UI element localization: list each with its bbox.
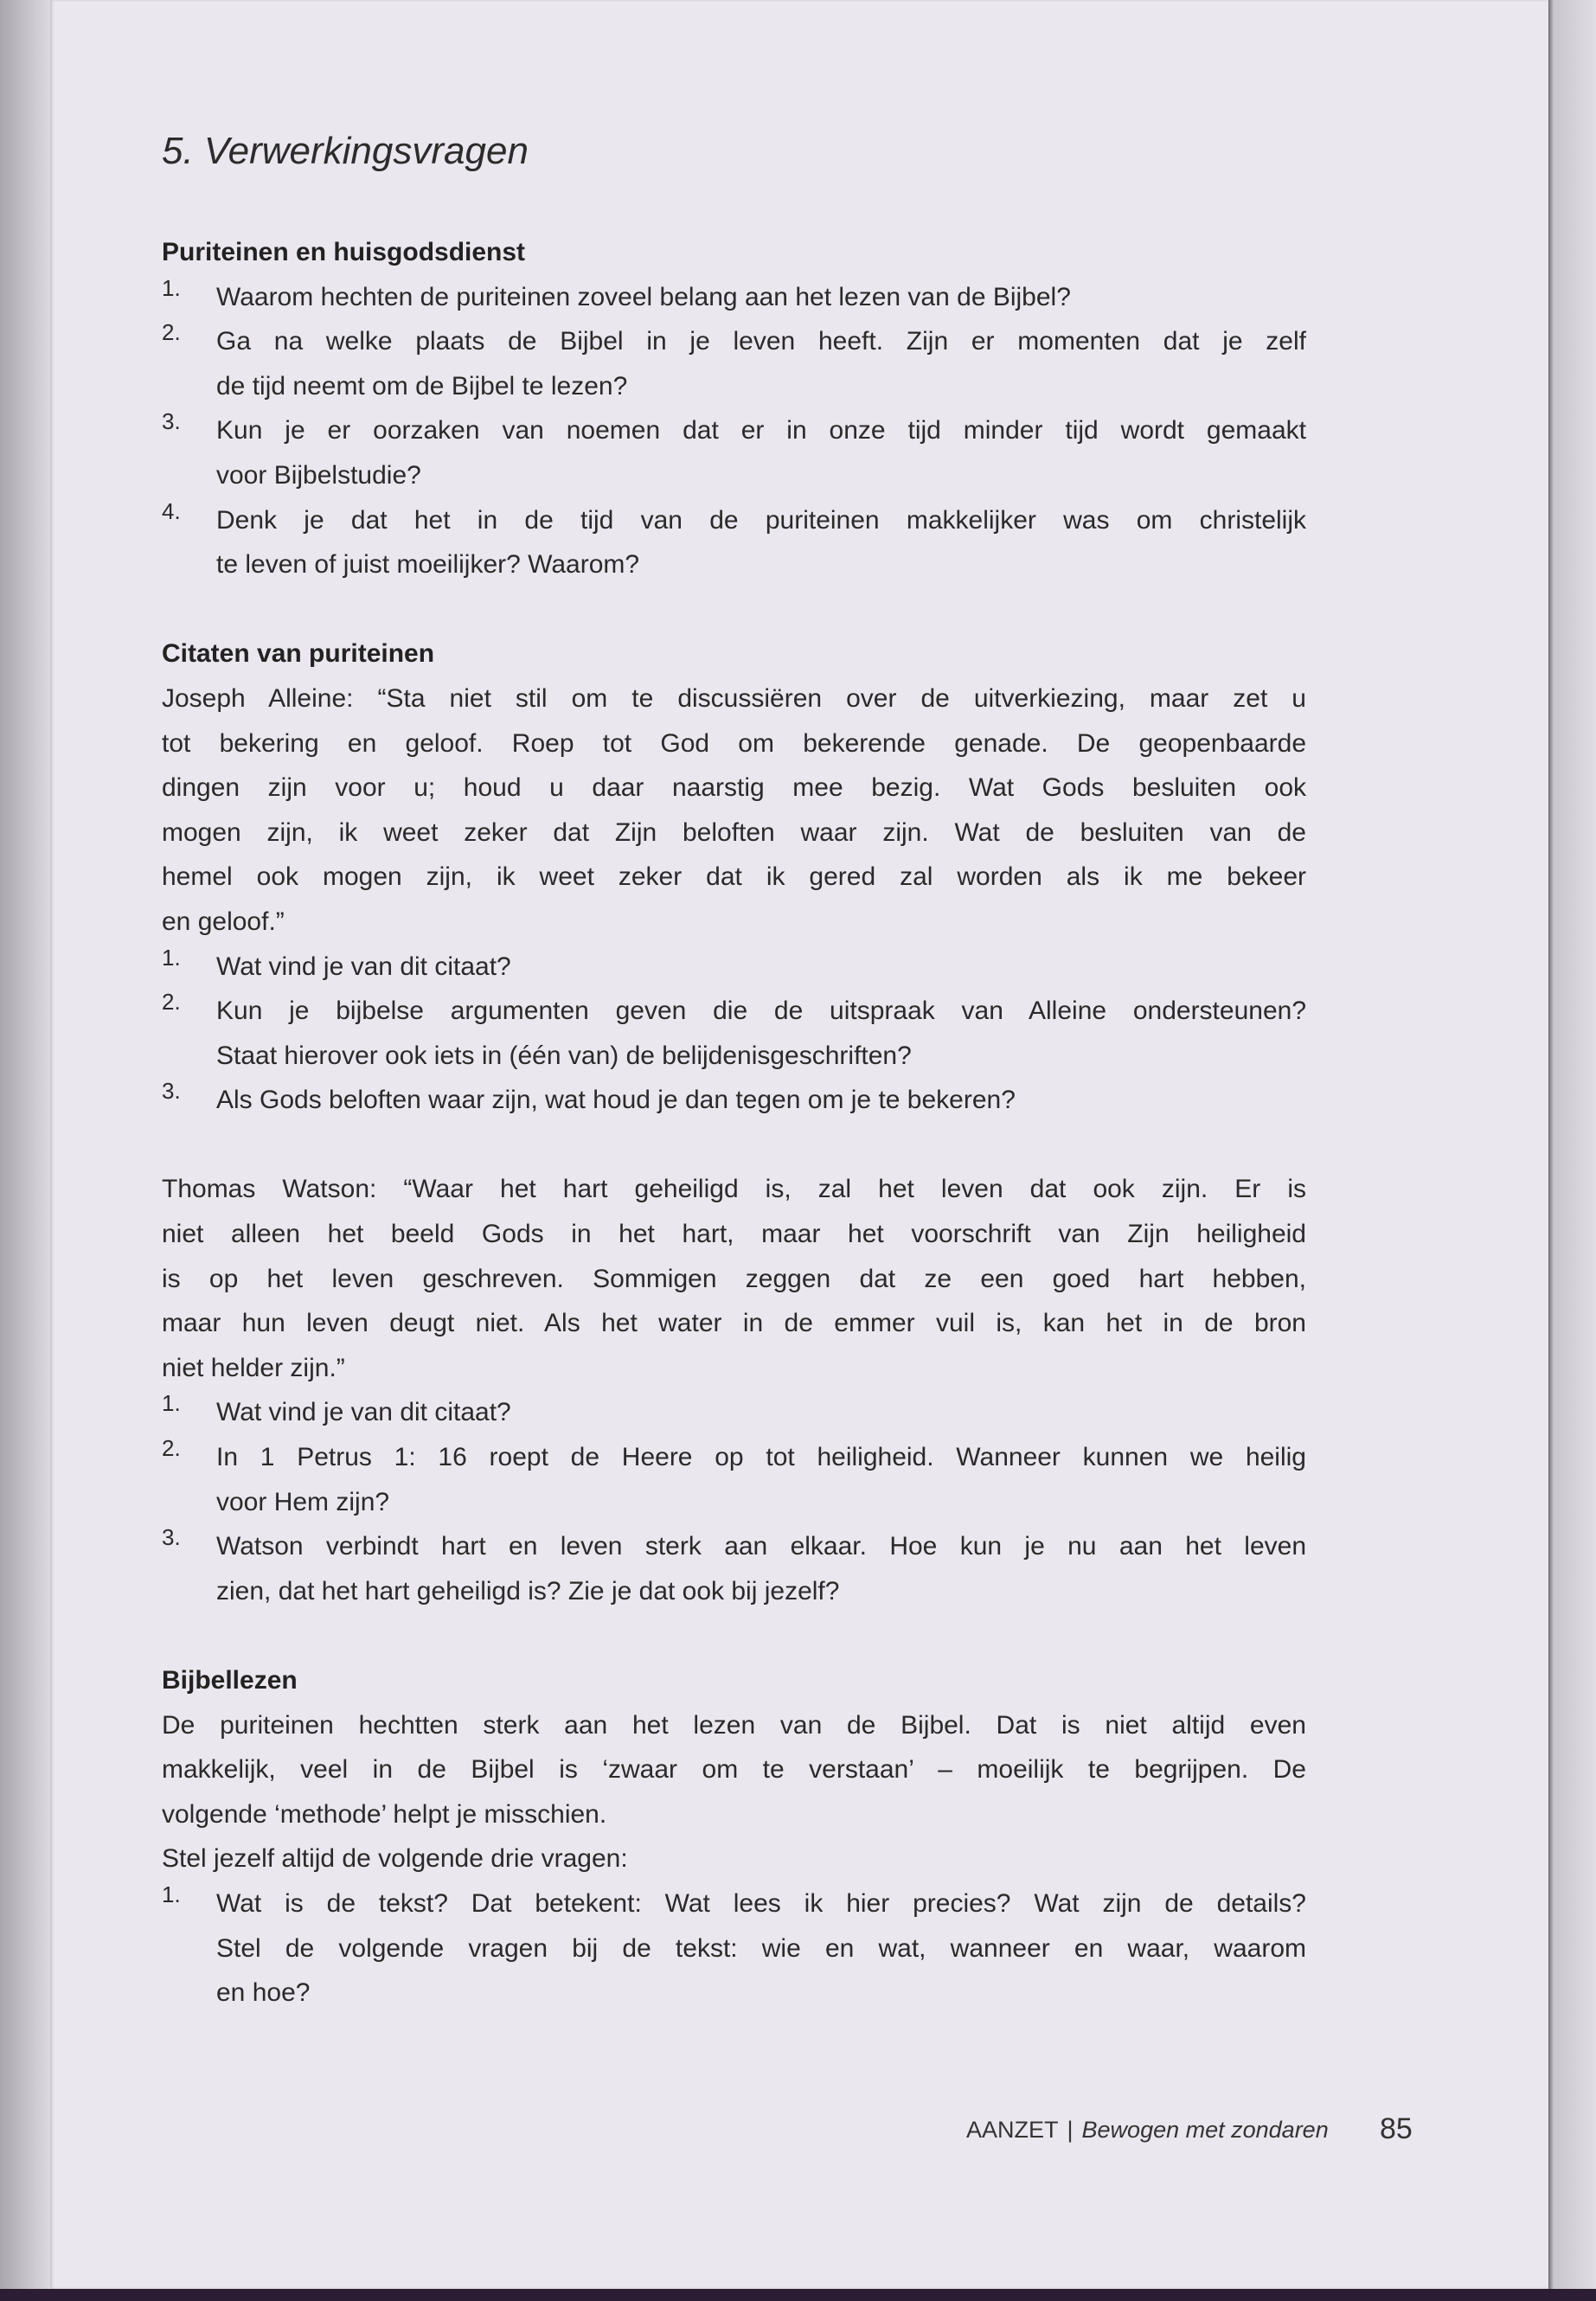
question-line: voor Bijbelstudie? (216, 460, 421, 490)
page-footer (966, 2112, 1413, 2145)
paragraph-line: volgende ‘methode’ helpt je misschien. (162, 1799, 607, 1829)
section-title: Puriteinen en huisgodsdienst (162, 238, 526, 266)
question-line: In 1 Petrus 1: 16 roept de Heere op tot heiligheid. Wanneer kunnen we heilig (216, 1443, 1306, 1472)
scan-bottom-edge (0, 2289, 1596, 2301)
question-line: Staat hierover ook iets in (één van) de belijdenisgeschriften? (216, 1041, 912, 1070)
question-item (162, 1078, 1306, 1123)
paragraph (162, 1836, 1306, 1881)
question-number: 1. (162, 1881, 181, 1907)
question-number: 1. (162, 944, 181, 971)
paragraph-line: tot bekering en geloof. Roep tot God om bekerende genade. De geopenbaarde (162, 728, 1306, 758)
paragraph-line: mogen zijn, ik weet zeker dat Zijn beloften waar zijn. Wat de besluiten van de (162, 817, 1306, 847)
question-item (162, 1435, 1306, 1524)
question-line: Denk je dat het in de tijd van de puriteinen makkelijker was om christelijk (216, 505, 1306, 535)
spacer (162, 1123, 1306, 1168)
question-line: Wat is de tekst? Dat betekent: Wat lees ik hier precies? Wat zijn de details? (216, 1888, 1306, 1918)
question-number: 1. (162, 274, 181, 301)
question-list (162, 1881, 1306, 2016)
question-line: en hoe? (216, 1978, 311, 2008)
page-heading: 5. Verwerkingsvragen (162, 130, 529, 172)
question-line: Kun je bijbelse argumenten geven die de uitspraak van Alleine ondersteunen? (216, 997, 1306, 1026)
question-number: 4. (162, 497, 181, 524)
question-number: 1. (162, 1390, 181, 1417)
footer-series: AANZET (966, 2117, 1059, 2143)
paragraph (162, 676, 1306, 945)
page-number: 85 (1380, 2112, 1413, 2145)
question-number: 3. (162, 1078, 181, 1105)
paragraph-line: is op het leven geschreven. Sommigen zeggen dat ze een goed hart hebben, (162, 1264, 1306, 1293)
book-spine-shadow (0, 0, 52, 2301)
section-title: Bijbellezen (162, 1666, 298, 1695)
question-line: de tijd neemt om de Bijbel te lezen? (216, 371, 628, 401)
question-number: 3. (162, 1524, 181, 1551)
question-line: voor Hem zijn? (216, 1487, 390, 1516)
paragraph-line: Stel jezelf altijd de volgende drie vragen: (162, 1844, 628, 1874)
question-number: 2. (162, 1435, 181, 1462)
question-line: te leven of juist moeilijker? Waarom? (216, 550, 640, 580)
paragraph-line: hemel ook mogen zijn, ik weet zeker dat ik gered zal worden als ik me bekeer (162, 862, 1306, 892)
page-body (162, 230, 1306, 2016)
paragraph-line: en geloof.” (162, 907, 285, 936)
question-item (162, 498, 1306, 587)
question-line: Wat vind je van dit citaat? (216, 952, 511, 981)
question-number: 2. (162, 319, 181, 346)
footer-separator: | (1067, 2117, 1074, 2143)
question-item (162, 989, 1306, 1078)
question-line: zien, dat het hart geheiligd is? Zie je dat ook bij jezelf? (216, 1576, 840, 1606)
paragraph (162, 1167, 1306, 1390)
question-item (162, 1881, 1306, 2016)
paragraph (162, 1703, 1306, 1837)
paragraph-line: De puriteinen hechtten sterk aan het lezen van de Bijbel. Dat is niet altijd even (162, 1710, 1306, 1740)
paragraph-line: Joseph Alleine: “Sta niet stil om te discussiëren over de uitverkiezing, maar zet u (162, 683, 1306, 713)
question-list (162, 945, 1306, 1123)
question-number: 2. (162, 989, 181, 1016)
question-item (162, 1524, 1306, 1613)
section-title: Citaten van puriteinen (162, 639, 435, 669)
question-line: Als Gods beloften waar zijn, wat houd je dan tegen om je te bekeren? (216, 1086, 1016, 1115)
section (162, 1658, 1306, 2016)
paragraph-line: niet alleen het beeld Gods in het hart, maar het voorschrift van Zijn heiligheid (162, 1220, 1306, 1249)
paragraph-line: maar hun leven deugt niet. Als het water in de emmer vuil is, kan het in de bron (162, 1309, 1306, 1338)
question-item (162, 275, 1306, 320)
paragraph-line: dingen zijn voor u; houd u daar naarstig mee bezig. Wat Gods besluiten ook (162, 773, 1306, 803)
question-line: Watson verbindt hart en leven sterk aan elkaar. Hoe kun je nu aan het leven (216, 1532, 1306, 1561)
section (162, 631, 1306, 1613)
question-line: Wat vind je van dit citaat? (216, 1398, 511, 1427)
question-item (162, 408, 1306, 497)
page-edge-right (1548, 0, 1596, 2301)
spacer (162, 1613, 1306, 1658)
question-line: Ga na welke plaats de Bijbel in je leven heeft. Zijn er momenten dat je zelf (216, 327, 1306, 356)
question-item (162, 1390, 1306, 1435)
section (162, 230, 1306, 587)
paragraph-line: makkelijk, veel in de Bijbel is ‘zwaar om te verstaan’ – moeilijk te begrijpen. De (162, 1755, 1306, 1785)
question-line: Kun je er oorzaken van noemen dat er in onze tijd minder tijd wordt gemaakt (216, 416, 1306, 445)
question-list (162, 275, 1306, 587)
paragraph-line: Thomas Watson: “Waar het hart geheiligd is, zal het leven dat ook zijn. Er is (162, 1175, 1306, 1204)
question-line: Stel de volgende vragen bij de tekst: wie en wat, wanneer en waar, waarom (216, 1933, 1306, 1963)
question-line: Waarom hechten de puriteinen zoveel belang aan het lezen van de Bijbel? (216, 282, 1071, 311)
question-list (162, 1390, 1306, 1613)
question-item (162, 319, 1306, 408)
question-number: 3. (162, 408, 181, 435)
paragraph-line: niet helder zijn.” (162, 1353, 345, 1382)
spacer (162, 587, 1306, 632)
footer-book-title: Bewogen met zondaren (1081, 2117, 1329, 2143)
question-item (162, 945, 1306, 990)
